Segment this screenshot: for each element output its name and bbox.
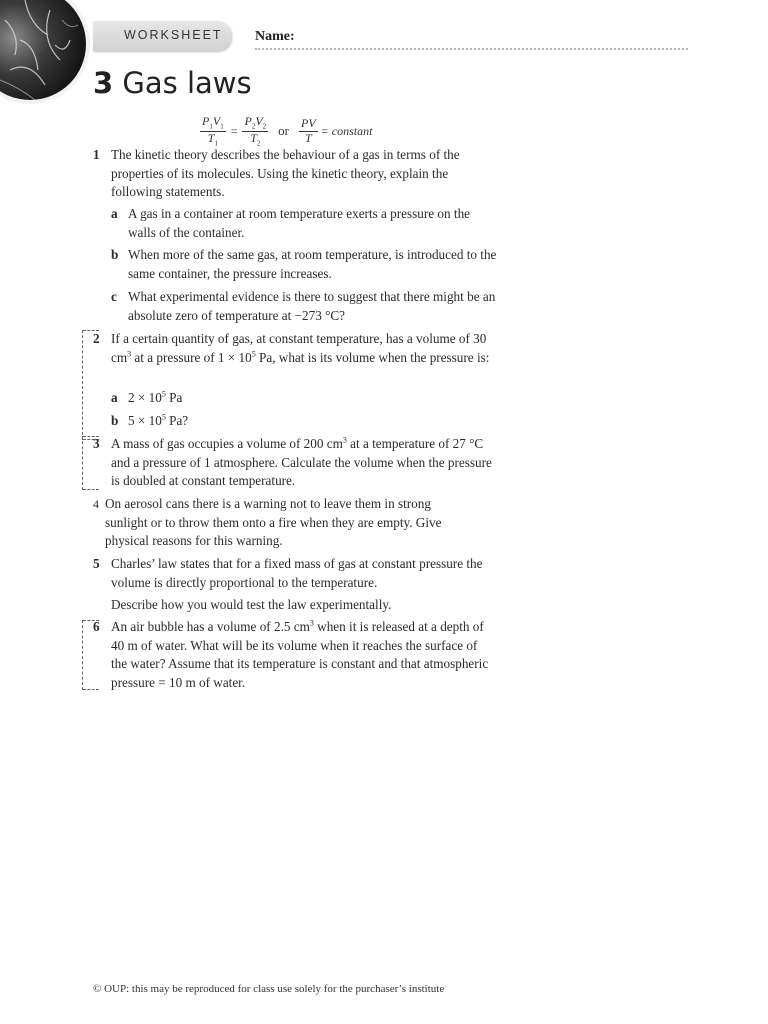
question-5-instruction: Describe how you would test the law experimentally. bbox=[111, 597, 392, 612]
question-2a: a $2 \times 10^5$ Pa bbox=[111, 389, 183, 405]
question-1a: a A gas in a container at room temperature exerts a pressure on the walls of the container. bbox=[111, 206, 471, 240]
formula-fraction-1: $\frac{P_1V_1}{T_1}$ bbox=[202, 114, 224, 147]
question-1: 1 The kinetic theory describes the behaviour of a gas in terms of the properties of its molecules. Using the kinetic theory, explain the following statements. bbox=[93, 147, 460, 200]
question-4: 4 On aerosol cans there is a warning not to leave them in strong sunlight or to throw them onto a fire when they are empty. Give physical reasons for this warning. bbox=[93, 496, 442, 549]
formula-constant: = constant bbox=[320, 123, 373, 138]
gas-law-formula: $\frac{P_1V_1}{T_1}$ = $\frac{P_2V_2}{T_2}$ or $\frac{PV}{T}$ = constant bbox=[202, 114, 373, 147]
plasma-globe-decoration bbox=[0, 0, 90, 110]
title-text: Gas laws bbox=[122, 66, 252, 100]
question-2: 2 If a certain quantity of gas, at constant temperature, has a volume of 30 $cm^3$ at a pressure of $1 \times 10^5$ Pa, what is its volume when the pressure is: bbox=[93, 331, 490, 365]
question-2b: b $5 \times 10^5$ Pa? bbox=[111, 412, 189, 428]
copyright-footer: © OUP: this may be reproduced for class use solely for the purchaser’s institute bbox=[93, 983, 445, 995]
question-5: 5 Charles’ law states that for a fixed mass of gas at constant pressure the volume is directly proportional to the temperature. bbox=[93, 556, 483, 590]
worksheet-label: WORKSHEET bbox=[124, 28, 223, 42]
question-1b: b When more of the same gas, at room temperature, is introduced to the same container, the pressure increases. bbox=[111, 247, 497, 281]
name-line bbox=[255, 48, 688, 50]
formula-or: or bbox=[278, 123, 289, 138]
question-3: 3 A mass of gas occupies a volume of 200 $cm^3$ at a temperature of 27 °C and a pressure of 1 atmosphere. Calculate the volume when the pressure is doubled at constant temperature. bbox=[93, 435, 492, 489]
name-label: Name: bbox=[255, 29, 295, 44]
question-6: 6 An air bubble has a volume of 2.5 $cm^3$ when it is released at a depth of 40 m of water. What will be its volume when it reaches the surface of the water? Assume that its temperature is constant and that atmospheric pressure = 10 m of water. bbox=[93, 618, 489, 690]
formula-fraction-2: $\frac{P_2V_2}{T_2}$ bbox=[244, 114, 267, 147]
title-number: 3 bbox=[93, 66, 114, 100]
formula-fraction-3: $\frac{PV}{T}$ bbox=[301, 115, 316, 145]
page-title bbox=[93, 66, 252, 100]
question-1c: c What experimental evidence is there to suggest that there might be an absolute zero of temperature at −273 °C? bbox=[111, 289, 496, 323]
